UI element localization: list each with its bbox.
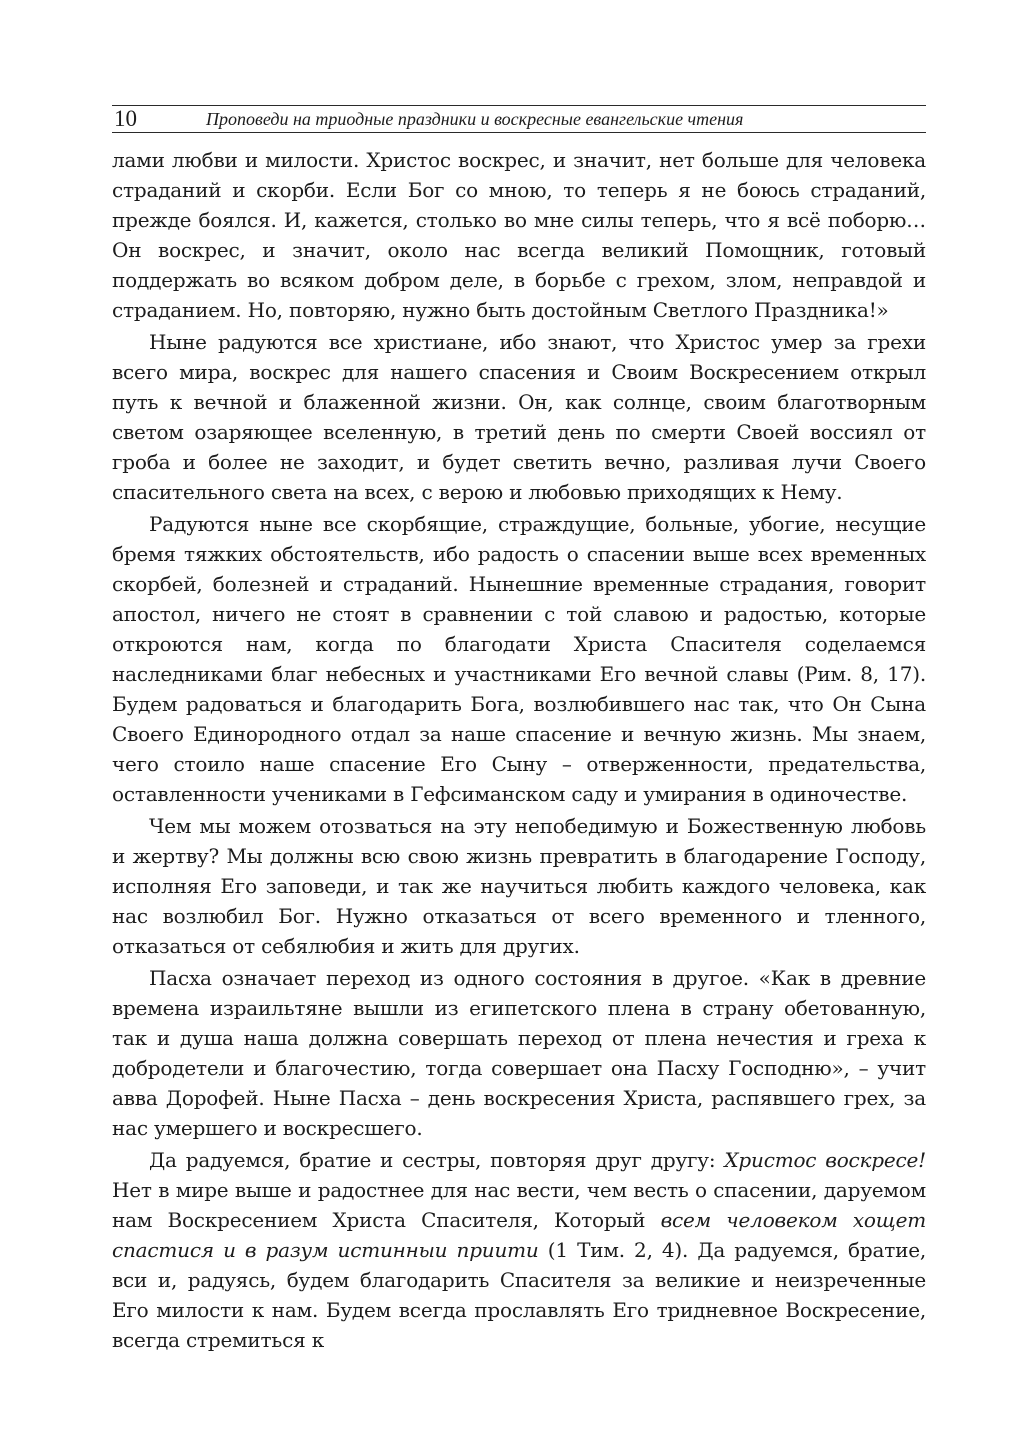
paragraph-text: Нет в мире выше и радостнее для нас вести, чем весть о спасении, даруемом нам Воскресением Христа Спасителя, Который bbox=[112, 1178, 926, 1232]
paragraph-text: Радуются ныне все скорбящие, страждущие, больные, убогие, несущие бремя тяжких обстоятельств, ибо радость о спасении выше всех временных скорбей, болезней и страданий. Нынешние временные страдания, говорит апостол, ничего не стоят в сравнении с той славою и радостью, которые откроются нам, когда по благодати Христа Спасителя соделаемся наследниками благ небесных и участниками Его вечной славы (Рим. 8, 17). Будем радоваться и благодарить Бога, возлюбившего нас так, что Он Сына Своего Единородного отдал за наше спасение и вечную жизнь. Мы знаем, чего стоило наше спасение Его Сыну – отверженности, предательства, оставленности учениками в Гефсиманском саду и умирания в одиночестве. bbox=[112, 512, 926, 806]
running-head-title: Проповеди на триодные праздники и воскресные евангельские чтения bbox=[206, 109, 744, 129]
paragraph-text: (1 Тим. 2, 4). Да радуемся, братие, вси и, радуясь, будем благодарить Спасителя за великие и неизреченные Его милости к нам. Будем всегда прославлять Его тридневное Воскресение, всегда стремиться к bbox=[112, 1238, 927, 1352]
paragraph-text: лами любви и милости. Христос воскрес, и значит, нет больше для человека страданий и скорби. Если Бог со мною, то теперь я не боюсь страданий, прежде боялся. И, кажется, столько во мне силы теперь, что я всё поборю… Он воскрес, и значит, около нас всегда великий Помощник, готовый поддержать во всяком добром деле, в борьбе с грехом, злом, неправдой и страданием. Но, повторяю, нужно быть достойным Светлого Праздника!» bbox=[112, 148, 926, 322]
body-text bbox=[112, 145, 926, 1357]
paragraph bbox=[112, 509, 926, 809]
page-number: 10 bbox=[114, 106, 137, 131]
paragraph-text: Пасха означает переход из одного состояния в другое. «Как в древние времена израильтяне вышли из египетского плена в страну обетованную, так и душа наша должна совершать переход от плена нечестия и греха к добродетели и благочестию, тогда совершает она Пасху Господню», – учит авва Дорофей. Ныне Пасха – день воскресения Христа, распявшего грех, за нас умершего и воскресшего. bbox=[112, 966, 926, 1140]
paragraph-text: Ныне радуются все христиане, ибо знают, что Христос умер за грехи всего мира, воскрес для нашего спасения и Своим Воскресением открыл путь к вечной и блаженной жизни. Он, как солнце, своим благотворным светом озаряющее вселенную, в третий день по смерти Своей воссиял от гроба и более не заходит, и будет светить вечно, разливая лучи Своего спасительного света на всех, с верою и любовью приходящих к Нему. bbox=[112, 330, 926, 504]
paragraph-text: Чем мы можем отозваться на эту непобедимую и Божественную любовь и жертву? Мы должны всю свою жизнь превратить в благодарение Господу, исполняя Его заповеди, и так же научиться любить каждого человека, как нас возлюбил Бог. Нужно отказаться от всего временного и тленного, отказаться от себялюбия и жить для других. bbox=[112, 814, 926, 958]
paragraph bbox=[112, 327, 926, 507]
paragraph bbox=[112, 811, 926, 961]
paragraph bbox=[112, 963, 926, 1143]
paragraph-text: Да радуемся, братие и сестры, повторяя друг другу: bbox=[149, 1148, 725, 1172]
running-head bbox=[112, 105, 926, 133]
italic-quote: всем человеком хощет спастися и в разум истинныи приити bbox=[112, 1208, 926, 1262]
paragraph bbox=[112, 1145, 926, 1355]
paragraph bbox=[112, 145, 926, 325]
italic-quote: Христос воскресе! bbox=[724, 1148, 927, 1172]
